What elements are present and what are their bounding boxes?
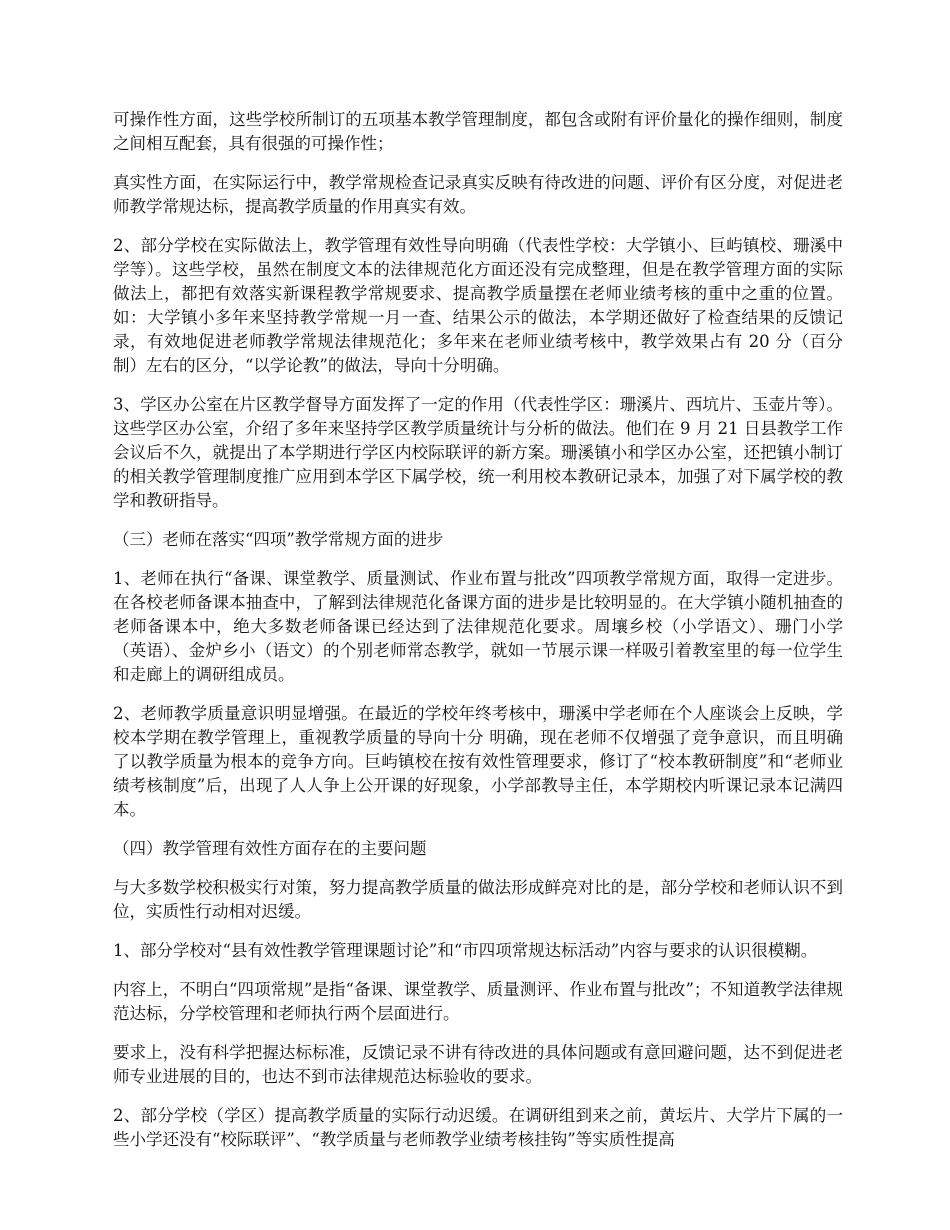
paragraph-teacher-progress-1: 1、老师在执行“备课、课堂教学、质量测试、作业布置与批改”四项教学常规方面，取得一定进步。在各校老师备课本抽查中，了解到法律规范化备课方面的进步是比较明显的。在大学镇小随机抽查的老师备课本中，绝大多数老师备课已经达到了法律规范化要求。周壤乡校（小学语文）、珊门小学（英语）、金炉乡小（语文）的个别老师常态教学，就如一节展示课一样吸引着教室里的每一位学生和走廊上的调研组成员。 — [113, 569, 843, 684]
paragraph-problem-1-content: 内容上，不明白“四项常规”是指“备课、课堂教学、质量测评、作业布置与批改”；不知道教学法律规范达标，分学校管理和老师执行两个层面进行。 — [113, 980, 843, 1023]
document-page — [113, 108, 843, 1167]
paragraph-problem-2: 2、部分学校（学区）提高教学质量的实际行动迟缓。在调研组到来之前，黄坛片、大学片下属的一些小学还没有“校际联评”、“教学质量与老师教学业绩考核挂钩”等实质性提高 — [113, 1106, 843, 1149]
section-heading-4: （四）教学管理有效性方面存在的主要问题 — [113, 839, 427, 858]
section-heading-3: （三）老师在落实“四项”教学常规方面的进步 — [113, 530, 444, 549]
paragraph-authenticity: 真实性方面，在实际运行中，教学常规检查记录真实反映有待改进的问题、评价有区分度，对促进老师教学常规达标，提高教学质量的作用真实有效。 — [113, 173, 843, 216]
paragraph-operability: 可操作性方面，这些学校所制订的五项基本教学管理制度，都包含或附有评价量化的操作细则，制度之间相互配套，具有很强的可操作性； — [113, 110, 843, 153]
paragraph-teacher-progress-2: 2、老师教学质量意识明显增强。在最近的学校年终考核中，珊溪中学老师在个人座谈会上反映，学校本学期在教学管理上，重视教学质量的导向十分 明确，现在老师不仅增强了竞争意识，而且明确了以教学质量为根本的竞争方向。巨屿镇校在按有效性管理要求，修订了“校本教研制度”和“老师业绩考核制度”后，出现了人人争上公开课的好现象，小学部教导主任，本学期校内听课记录本记满四本。 — [113, 704, 843, 819]
paragraph-problems-intro: 与大多数学校积极实行对策，努力提高教学质量的做法形成鲜亮对比的是，部分学校和老师认识不到位，实质性行动相对迟缓。 — [113, 878, 843, 921]
paragraph-problem-1-requirement: 要求上，没有科学把握达标标准，反馈记录不讲有待改进的具体问题或有意回避问题，达不到促进老师专业进展的目的，也达不到市法律规范达标验收的要求。 — [113, 1043, 843, 1086]
paragraph-problem-1: 1、部分学校对“县有效性教学管理课题讨论”和“市四项常规达标活动”内容与要求的认识很模糊。 — [113, 941, 818, 960]
paragraph-item-3-district-office: 3、学区办公室在片区教学督导方面发挥了一定的作用（代表性学区：珊溪片、西坑片、玉壶片等）。这些学区办公室，介绍了多年来坚持学区教学质量统计与分析的做法。他们在 9 月 21 日县教学工作会议后不久，就提出了本学期进行学区内校际联评的新方案。珊溪镇小和学区办公室，还把镇小制订的相关教学管理制度推广应用到本学区下属学校，统一利用校本教研记录本，加强了对下属学校的教学和教研指导。 — [113, 395, 843, 510]
paragraph-item-2-schools: 2、部分学校在实际做法上，教学管理有效性导向明确（代表性学校：大学镇小、巨屿镇校、珊溪中学等）。这些学校，虽然在制度文本的法律规范化方面还没有完成整理，但是在教学管理方面的实际做法上，都把有效落实新课程教学常规要求、提高教学质量摆在老师业绩考核的重中之重的位置。如：大学镇小多年来坚持教学常规一月一查、结果公示的做法，本学期还做好了检查结果的反馈记录，有效地促进老师教学常规法律规范化；多年来在老师业绩考核中，教学效果占有 20 分（百分制）左右的区分，“以学论教”的做法，导向十分明确。 — [113, 236, 843, 375]
